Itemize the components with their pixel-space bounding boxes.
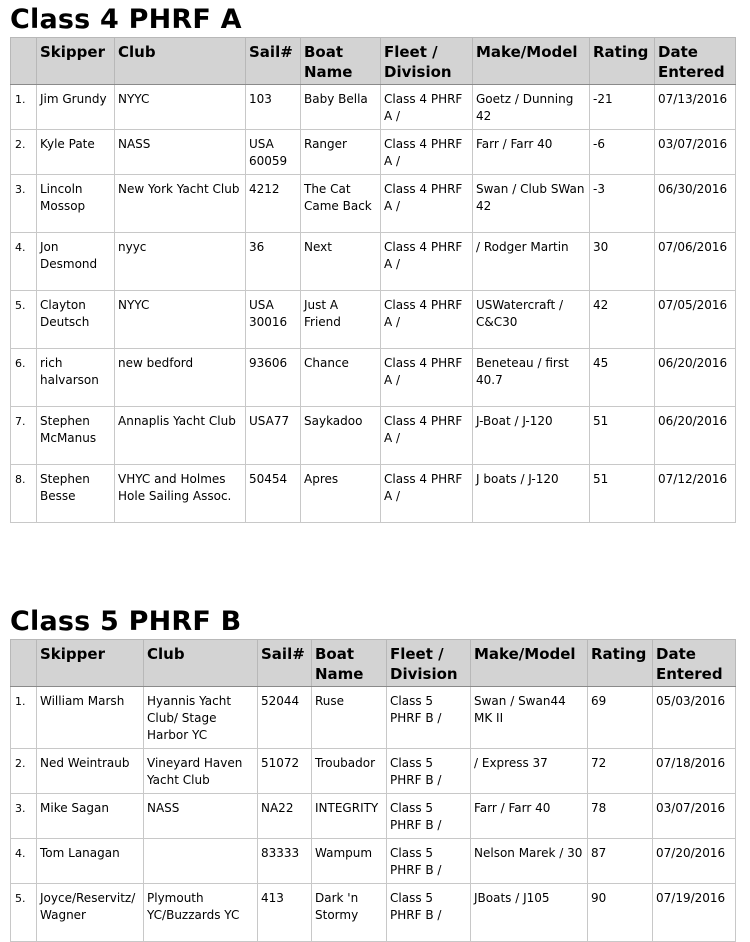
- col-header-fleet-division: Fleet / Division: [387, 640, 471, 687]
- cell-club: New York Yacht Club: [115, 175, 246, 233]
- cell-rating: 69: [588, 687, 653, 749]
- col-header-make-model: Make/Model: [471, 640, 588, 687]
- class-5-entries: [11, 687, 736, 942]
- cell-entry-number: 3.: [11, 175, 37, 233]
- cell-entry-number: 2.: [11, 130, 37, 175]
- col-header-index: [11, 640, 37, 687]
- cell-rating: -3: [590, 175, 655, 233]
- table-row: [11, 407, 736, 465]
- cell-date-entered: 06/20/2016: [655, 349, 736, 407]
- cell-date-entered: 07/06/2016: [655, 233, 736, 291]
- cell-sail-number: 83333: [258, 839, 312, 884]
- table-row: [11, 687, 736, 749]
- table-row: [11, 291, 736, 349]
- col-header-skipper: Skipper: [37, 38, 115, 85]
- cell-rating: 45: [590, 349, 655, 407]
- cell-make-model: / Express 37: [471, 749, 588, 794]
- cell-sail-number: USA 30016: [246, 291, 301, 349]
- cell-fleet-division: Class 5 PHRF B /: [387, 749, 471, 794]
- cell-rating: 90: [588, 884, 653, 942]
- cell-entry-number: 2.: [11, 749, 37, 794]
- header-row: [11, 38, 736, 85]
- cell-fleet-division: Class 4 PHRF A /: [381, 233, 473, 291]
- cell-entry-number: 6.: [11, 349, 37, 407]
- cell-boat-name: INTEGRITY: [312, 794, 387, 839]
- cell-entry-number: 5.: [11, 291, 37, 349]
- cell-fleet-division: Class 5 PHRF B /: [387, 839, 471, 884]
- table-row: [11, 130, 736, 175]
- cell-sail-number: 50454: [246, 465, 301, 523]
- table-row: [11, 839, 736, 884]
- cell-rating: 51: [590, 407, 655, 465]
- cell-make-model: Goetz / Dunning 42: [473, 85, 590, 130]
- table-row: [11, 175, 736, 233]
- cell-skipper: William Marsh: [37, 687, 144, 749]
- cell-fleet-division: Class 5 PHRF B /: [387, 794, 471, 839]
- cell-fleet-division: Class 4 PHRF A /: [381, 291, 473, 349]
- col-header-sail: Sail#: [258, 640, 312, 687]
- cell-club: Plymouth YC/Buzzards YC: [144, 884, 258, 942]
- cell-date-entered: 03/07/2016: [653, 794, 736, 839]
- cell-skipper: Tom Lanagan: [37, 839, 144, 884]
- class-4-entries: [11, 85, 736, 523]
- cell-skipper: Jon Desmond: [37, 233, 115, 291]
- col-header-rating: Rating: [588, 640, 653, 687]
- cell-make-model: Swan / Club SWan 42: [473, 175, 590, 233]
- col-header-boat-name: Boat Name: [301, 38, 381, 85]
- col-header-skipper: Skipper: [37, 640, 144, 687]
- cell-fleet-division: Class 4 PHRF A /: [381, 407, 473, 465]
- cell-boat-name: Baby Bella: [301, 85, 381, 130]
- cell-date-entered: 07/19/2016: [653, 884, 736, 942]
- cell-boat-name: Next: [301, 233, 381, 291]
- cell-boat-name: Wampum: [312, 839, 387, 884]
- cell-fleet-division: Class 4 PHRF A /: [381, 465, 473, 523]
- cell-make-model: Farr / Farr 40: [471, 794, 588, 839]
- cell-entry-number: 8.: [11, 465, 37, 523]
- cell-club: NASS: [115, 130, 246, 175]
- cell-date-entered: 07/20/2016: [653, 839, 736, 884]
- cell-entry-number: 5.: [11, 884, 37, 942]
- col-header-index: [11, 38, 37, 85]
- class-5-phrf-b-title: Class 5 PHRF B: [10, 606, 242, 637]
- col-header-fleet-division: Fleet / Division: [381, 38, 473, 85]
- cell-rating: 72: [588, 749, 653, 794]
- cell-date-entered: 06/20/2016: [655, 407, 736, 465]
- cell-entry-number: 1.: [11, 85, 37, 130]
- cell-sail-number: 51072: [258, 749, 312, 794]
- cell-rating: 87: [588, 839, 653, 884]
- cell-date-entered: 05/03/2016: [653, 687, 736, 749]
- table-row: [11, 465, 736, 523]
- cell-boat-name: Saykadoo: [301, 407, 381, 465]
- cell-entry-number: 4.: [11, 839, 37, 884]
- class-4-phrf-a-table: [10, 37, 736, 523]
- cell-rating: 51: [590, 465, 655, 523]
- cell-boat-name: Ruse: [312, 687, 387, 749]
- cell-make-model: J boats / J-120: [473, 465, 590, 523]
- cell-fleet-division: Class 5 PHRF B /: [387, 687, 471, 749]
- cell-boat-name: Dark 'n Stormy: [312, 884, 387, 942]
- cell-make-model: JBoats / J105: [471, 884, 588, 942]
- col-header-rating: Rating: [590, 38, 655, 85]
- cell-rating: 78: [588, 794, 653, 839]
- table-row: [11, 349, 736, 407]
- cell-club: Hyannis Yacht Club/ Stage Harbor YC: [144, 687, 258, 749]
- cell-skipper: Lincoln Mossop: [37, 175, 115, 233]
- table-row: [11, 85, 736, 130]
- col-header-boat-name: Boat Name: [312, 640, 387, 687]
- cell-club: NASS: [144, 794, 258, 839]
- cell-skipper: Jim Grundy: [37, 85, 115, 130]
- cell-fleet-division: Class 4 PHRF A /: [381, 349, 473, 407]
- cell-club: VHYC and Holmes Hole Sailing Assoc.: [115, 465, 246, 523]
- cell-sail-number: 4212: [246, 175, 301, 233]
- cell-date-entered: 07/18/2016: [653, 749, 736, 794]
- cell-skipper: Kyle Pate: [37, 130, 115, 175]
- cell-sail-number: 413: [258, 884, 312, 942]
- col-header-sail: Sail#: [246, 38, 301, 85]
- cell-make-model: Swan / Swan44 MK II: [471, 687, 588, 749]
- cell-date-entered: 06/30/2016: [655, 175, 736, 233]
- cell-club: [144, 839, 258, 884]
- cell-make-model: Farr / Farr 40: [473, 130, 590, 175]
- cell-rating: -21: [590, 85, 655, 130]
- table-row: [11, 233, 736, 291]
- col-header-date-entered: Date Entered: [653, 640, 736, 687]
- header-row: [11, 640, 736, 687]
- cell-club: NYYC: [115, 85, 246, 130]
- cell-rating: 42: [590, 291, 655, 349]
- cell-boat-name: The Cat Came Back: [301, 175, 381, 233]
- cell-skipper: Clayton Deutsch: [37, 291, 115, 349]
- col-header-club: Club: [144, 640, 258, 687]
- cell-fleet-division: Class 4 PHRF A /: [381, 175, 473, 233]
- cell-date-entered: 07/05/2016: [655, 291, 736, 349]
- cell-sail-number: 103: [246, 85, 301, 130]
- cell-make-model: Nelson Marek / 30: [471, 839, 588, 884]
- cell-sail-number: USA 60059: [246, 130, 301, 175]
- class-4-phrf-a-title: Class 4 PHRF A: [10, 4, 242, 35]
- cell-date-entered: 07/13/2016: [655, 85, 736, 130]
- cell-sail-number: 36: [246, 233, 301, 291]
- table-row: [11, 749, 736, 794]
- cell-sail-number: NA22: [258, 794, 312, 839]
- cell-sail-number: USA77: [246, 407, 301, 465]
- cell-entry-number: 1.: [11, 687, 37, 749]
- cell-skipper: rich halvarson: [37, 349, 115, 407]
- cell-rating: -6: [590, 130, 655, 175]
- cell-boat-name: Chance: [301, 349, 381, 407]
- col-header-make-model: Make/Model: [473, 38, 590, 85]
- cell-entry-number: 7.: [11, 407, 37, 465]
- cell-fleet-division: Class 4 PHRF A /: [381, 85, 473, 130]
- cell-boat-name: Just A Friend: [301, 291, 381, 349]
- cell-skipper: Joyce/Reservitz/ Wagner: [37, 884, 144, 942]
- cell-club: Vineyard Haven Yacht Club: [144, 749, 258, 794]
- cell-date-entered: 07/12/2016: [655, 465, 736, 523]
- cell-make-model: Beneteau / first 40.7: [473, 349, 590, 407]
- cell-boat-name: Troubador: [312, 749, 387, 794]
- cell-make-model: USWatercraft / C&C30: [473, 291, 590, 349]
- cell-skipper: Stephen McManus: [37, 407, 115, 465]
- col-header-date-entered: Date Entered: [655, 38, 736, 85]
- cell-club: nyyc: [115, 233, 246, 291]
- cell-entry-number: 4.: [11, 233, 37, 291]
- cell-skipper: Mike Sagan: [37, 794, 144, 839]
- col-header-club: Club: [115, 38, 246, 85]
- cell-boat-name: Ranger: [301, 130, 381, 175]
- cell-skipper: Ned Weintraub: [37, 749, 144, 794]
- cell-entry-number: 3.: [11, 794, 37, 839]
- class-5-phrf-b-table: [10, 639, 736, 942]
- cell-club: NYYC: [115, 291, 246, 349]
- table-row: [11, 884, 736, 942]
- cell-make-model: J-Boat / J-120: [473, 407, 590, 465]
- table-row: [11, 794, 736, 839]
- cell-boat-name: Apres: [301, 465, 381, 523]
- cell-club: new bedford: [115, 349, 246, 407]
- cell-fleet-division: Class 4 PHRF A /: [381, 130, 473, 175]
- cell-club: Annaplis Yacht Club: [115, 407, 246, 465]
- cell-make-model: / Rodger Martin: [473, 233, 590, 291]
- cell-sail-number: 52044: [258, 687, 312, 749]
- cell-rating: 30: [590, 233, 655, 291]
- cell-fleet-division: Class 5 PHRF B /: [387, 884, 471, 942]
- cell-date-entered: 03/07/2016: [655, 130, 736, 175]
- cell-skipper: Stephen Besse: [37, 465, 115, 523]
- cell-sail-number: 93606: [246, 349, 301, 407]
